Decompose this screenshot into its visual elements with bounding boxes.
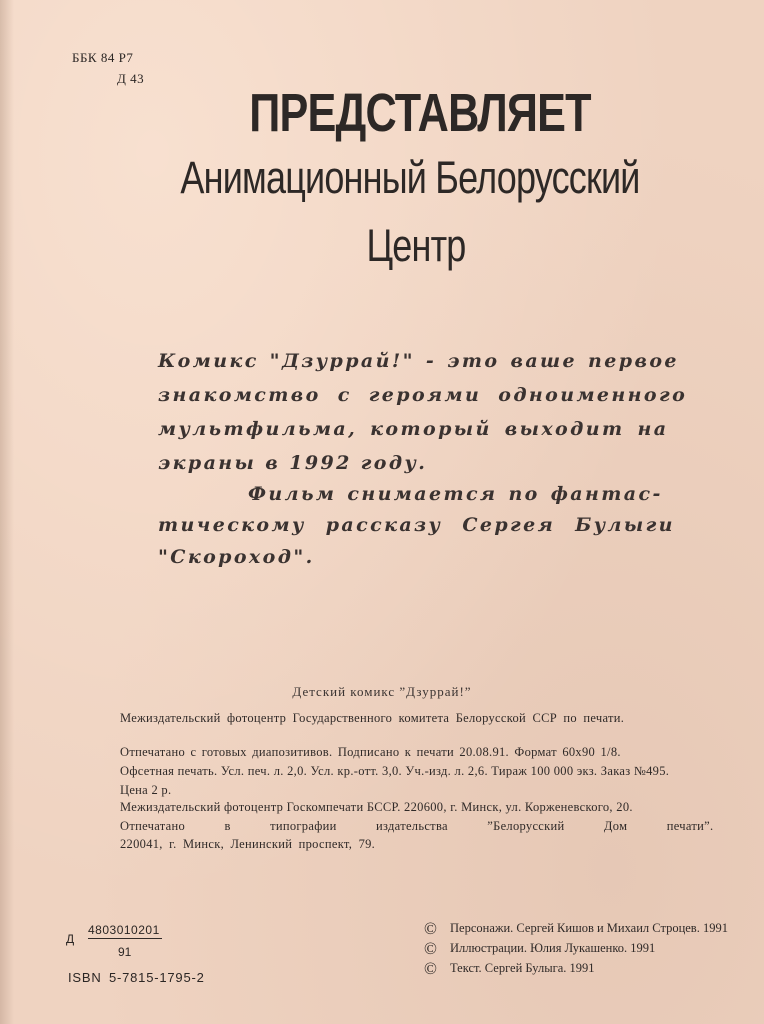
imprint-print-info: Отпечатано с готовых диапозитивов. Подписано к печати 20.08.91. Формат 60х90 1/8. (120, 745, 621, 759)
intro-line: мультфильма, который выходит на (158, 418, 669, 440)
page-edge-shadow (0, 0, 14, 1024)
intro-line: тическому рассказу Сергея Булыги (158, 514, 675, 536)
bbk-code: ББК 84 Р7 (72, 50, 134, 65)
intro-line: знакомство с героями одноименного (158, 384, 688, 406)
copyright-line (424, 960, 595, 977)
copyright-icon: © (424, 959, 437, 978)
imprint-title: Детский комикс ”Дзуррай!” (292, 684, 472, 699)
imprint-price: Цена 2 р. (120, 783, 172, 797)
author-mark: Д 43 (117, 71, 145, 86)
copyright-line (424, 940, 655, 957)
index-numerator: 4803010201 (88, 923, 160, 937)
intro-line: Фильм снимается по фантас- (248, 483, 663, 505)
copyright-icon: © (424, 939, 437, 958)
copyright-text: Персонажи. Сергей Кишов и Михаил Строцев. 1991 (450, 921, 728, 935)
page-title: ПРЕДСТАВЛЯЕТ (249, 83, 591, 143)
copyright-text: Иллюстрации. Юлия Лукашенко. 1991 (450, 941, 656, 955)
index-d-label: Д (66, 932, 75, 946)
index-denominator: 91 (118, 945, 132, 959)
imprint-print-info: Офсетная печать. Усл. печ. л. 2,0. Усл. кр.-отт. 3,0. Уч.-изд. л. 2,6. Тираж 100 000 экз. Заказ №495. (120, 764, 670, 778)
imprint-address: Отпечатано в типографии издательства ”Белорусский Дом печати”. (120, 819, 714, 833)
imprint-address: Межиздательский фотоцентр Госкомпечати БССР. 220600, г. Минск, ул. Корженевского, 20. (120, 800, 633, 814)
copyright-line (424, 920, 728, 937)
isbn: ISBN 5-7815-1795-2 (68, 970, 205, 985)
studio-name-line-2: Центр (366, 220, 466, 271)
copyright-text: Текст. Сергей Булыга. 1991 (450, 961, 595, 975)
copyright-icon: © (424, 919, 437, 938)
intro-line: экраны в 1992 году. (158, 452, 428, 474)
imprint-address: 220041, г. Минск, Ленинский проспект, 79. (120, 837, 376, 851)
intro-line: Комикс "Дзуррай!" - это ваше первое (158, 350, 679, 372)
imprint-publisher: Межиздательский фотоцентр Государственного комитета Белорусской ССР по печати. (120, 711, 625, 725)
studio-name-line-1: Анимационный Белорусский (180, 152, 640, 203)
intro-line: "Скороход". (158, 546, 315, 568)
